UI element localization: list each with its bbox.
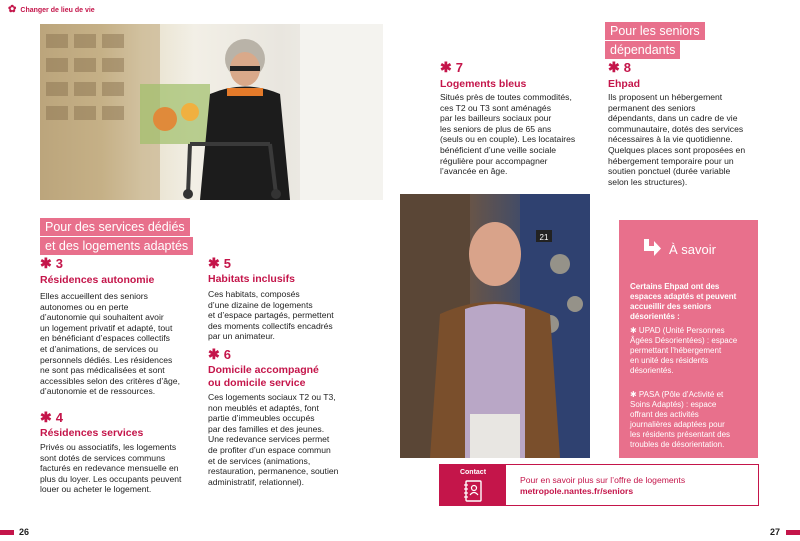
section-number-value: 3 — [55, 256, 63, 271]
section-title: Ehpad — [608, 78, 641, 90]
section-number — [208, 347, 378, 362]
info-box-intro: Certains Ehpad ont des espaces adaptés et peuvent accueillir des seniors désorientés : — [630, 282, 737, 321]
section-number-value: 4 — [55, 410, 63, 425]
section-number-value: 5 — [223, 256, 231, 271]
section-number-value: 7 — [455, 60, 463, 75]
banner-line: Pour des services dédiés — [40, 218, 190, 236]
asterisk-icon: ✱ — [40, 255, 52, 271]
section-text: Privés ou associatifs, les logements sont dotés de services communs facturés en redevance mensuelle en plus du loyer. Les occupants peuvent louer ou acheter le logement. — [40, 442, 182, 495]
section-number — [208, 256, 368, 271]
section-title: Résidences autonomie — [40, 274, 155, 286]
asterisk-icon: ✱ — [608, 59, 620, 75]
section-title: Résidences services — [40, 427, 144, 439]
banner-services-dedies — [40, 218, 193, 255]
section-title: Changer de lieu de vie — [20, 6, 95, 14]
contact-label-panel — [440, 465, 506, 505]
section-title: Habitats inclusifs — [208, 273, 295, 285]
photo-illustration — [400, 194, 590, 458]
section-text: Situés près de toutes commodités, ces T2 ou T3 sont aménagés par les bailleurs sociaux pour les seniors de plus de 65 ans (seuls ou en couple). Les locataires bénéficient d’une veille sociale régulière pour accompagner l’avancée en âge. — [440, 92, 576, 177]
contact-label: Contact — [459, 469, 487, 476]
page-bar-right — [786, 530, 800, 535]
door-number: 21 — [539, 233, 549, 242]
section-5 — [208, 256, 368, 342]
section-text: Ces logements sociaux T2 ou T3, non meublés et adaptés, font partie d’immeubles occupés par des familles et des jeunes. Une redevance services permet de profiter d’un espace commun et de services (animations, restauration, permanence, soutien administratif, relationnel). — [208, 392, 339, 487]
page-number-right: 27 — [770, 527, 781, 537]
info-box-title — [641, 237, 716, 262]
section-title: Logements bleus — [440, 78, 527, 90]
page-bar-left — [0, 530, 14, 535]
asterisk-icon: ✱ — [40, 409, 52, 425]
section-6 — [208, 347, 378, 487]
contact-line: Pour en savoir plus sur l’offre de logements — [520, 475, 686, 485]
contact-text — [520, 475, 685, 497]
section-number — [40, 410, 205, 425]
section-text: Elles accueillent des seniors autonomes ou en perte d’autonomie qui souhaitent avoir un logement privatif et adapté, tout en bénéficiant d’espaces collectifs et d’animations, de services ou personnels dédiés. Les résidences ne sont pas médicalisées et sont accessibles selon des critères d’âge, d’autonomie et de ressources. — [40, 291, 180, 397]
info-box-title-text: À savoir — [669, 242, 716, 257]
photo-senior-woman-walker — [40, 24, 383, 200]
asterisk-icon: ✱ — [208, 346, 220, 362]
banner-line: dépendants — [605, 41, 680, 59]
section-number — [40, 256, 200, 271]
section-3 — [40, 256, 200, 397]
contact-card-icon — [463, 480, 483, 507]
info-box-item-upad: ✱ UPAD (Unité Personnes Âgées Désorientées) : espace permettant l’hébergement en unité des résidents désorientés. — [630, 326, 738, 375]
photo-senior-man — [400, 194, 590, 458]
banner-line: et des logements adaptés — [40, 237, 193, 255]
info-box-item-pasa: ✱ PASA (Pôle d’Activité et Soins Adaptés) : espace offrant des activités journalières adaptées pour les résidents présentant des troubles de désorientation. — [630, 390, 731, 449]
section-8 — [608, 60, 768, 187]
section-number-value: 6 — [223, 347, 231, 362]
section-header — [8, 5, 95, 15]
section-number-value: 8 — [623, 60, 631, 75]
section-text: Ils proposent un hébergement permanent des seniors dépendants, dans un cadre de vie communautaire, dotés des services nécessaires à la vie quotidienne. Quelques places sont proposées en hébergement temporaire pour un soutien ponctuel (durée variable selon les structures). — [608, 92, 746, 187]
contact-box — [439, 464, 759, 506]
section-number — [608, 60, 768, 75]
section-7 — [440, 60, 600, 177]
section-text: Ces habitats, composés d’une dizaine de logements et d’espace partagés, permettent des moments collectifs encadrés par un animateur. — [208, 289, 334, 342]
page-number-left: 26 — [19, 527, 30, 537]
section-4 — [40, 410, 205, 495]
section-title: Domicile accompagné — [208, 364, 319, 376]
banner-line: Pour les seniors — [605, 22, 705, 40]
arrow-icon — [641, 237, 663, 262]
banner-seniors-dependants — [605, 22, 705, 59]
contact-link[interactable]: metropole.nantes.fr/seniors — [520, 486, 634, 496]
section-title: ou domicile service — [208, 377, 306, 389]
info-box-body — [630, 272, 752, 460]
flower-icon: ✿ — [8, 4, 17, 15]
info-box-a-savoir — [619, 220, 758, 458]
asterisk-icon: ✱ — [208, 255, 220, 271]
asterisk-icon: ✱ — [440, 59, 452, 75]
photo-illustration — [40, 24, 383, 200]
section-number — [440, 60, 600, 75]
